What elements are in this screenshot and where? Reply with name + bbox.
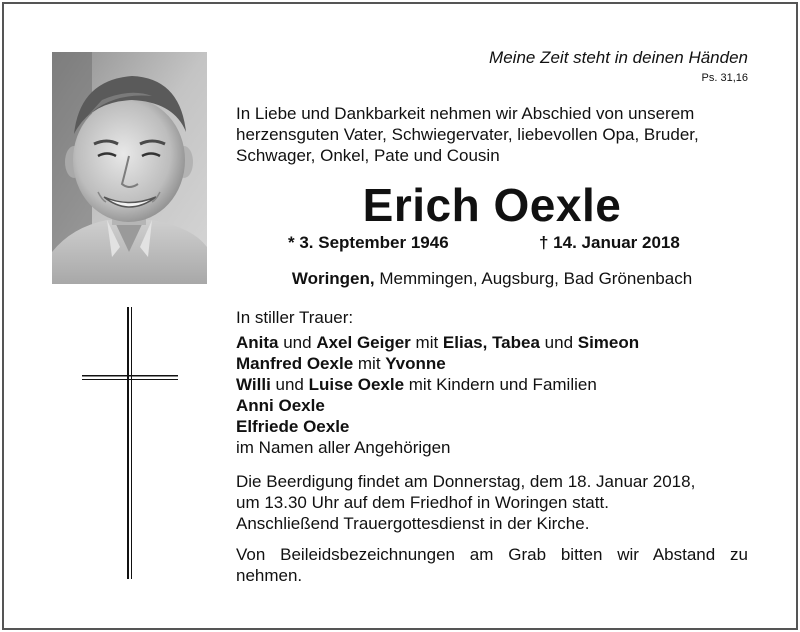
portrait-photo (52, 52, 207, 284)
deceased-name: Erich Oexle (362, 179, 622, 231)
mourner-line: Willi und Luise Oexle mit Kindern und Familien (236, 375, 597, 394)
intro-line: Schwager, Onkel, Pate und Cousin (236, 146, 500, 165)
places (236, 269, 748, 289)
mourner-line: Elfriede Oexle (236, 417, 350, 436)
mourner-line: im Namen aller Angehörigen (236, 438, 451, 457)
mourners-list (236, 332, 748, 458)
motto-quote: Meine Zeit steht in deinen Händen (489, 48, 748, 67)
funeral-line: um 13.30 Uhr auf dem Friedhof in Woringen statt. (236, 493, 609, 512)
portrait-illustration (52, 52, 207, 284)
main-place: Woringen, (291, 269, 375, 288)
cross-icon (82, 307, 182, 579)
funeral-line: Die Beerdigung findet am Donnerstag, dem 18. Januar 2018, (236, 472, 696, 491)
other-places: Memmingen, Augsburg, Bad Grönenbach (374, 269, 693, 288)
intro-text (236, 103, 748, 166)
mourner-line: Manfred Oexle mit Yvonne (236, 354, 446, 373)
intro-line: In Liebe und Dankbarkeit nehmen wir Abschied von unserem (236, 104, 695, 123)
intro-line: herzensguten Vater, Schwiegervater, liebevollen Opa, Bruder, (236, 125, 699, 144)
funeral-info (236, 471, 748, 534)
death-date: † 14. Januar 2018 (539, 233, 680, 252)
funeral-line: Anschließend Trauergottesdienst in der Kirche. (236, 514, 590, 533)
motto-reference: Ps. 31,16 (701, 72, 748, 84)
condolence-line: nehmen. (236, 566, 303, 585)
mourner-line: Anni Oexle (236, 396, 325, 415)
condolence-line: Von Beileidsbezeichnungen am Grab bitten wir Abstand zu (236, 545, 748, 564)
mourner-line: Anita und Axel Geiger mit Elias, Tabea und Simeon (236, 333, 640, 352)
birth-date: * 3. September 1946 (288, 233, 449, 252)
condolence-note (236, 544, 748, 586)
mourners-label: In stiller Trauer: (236, 308, 354, 327)
